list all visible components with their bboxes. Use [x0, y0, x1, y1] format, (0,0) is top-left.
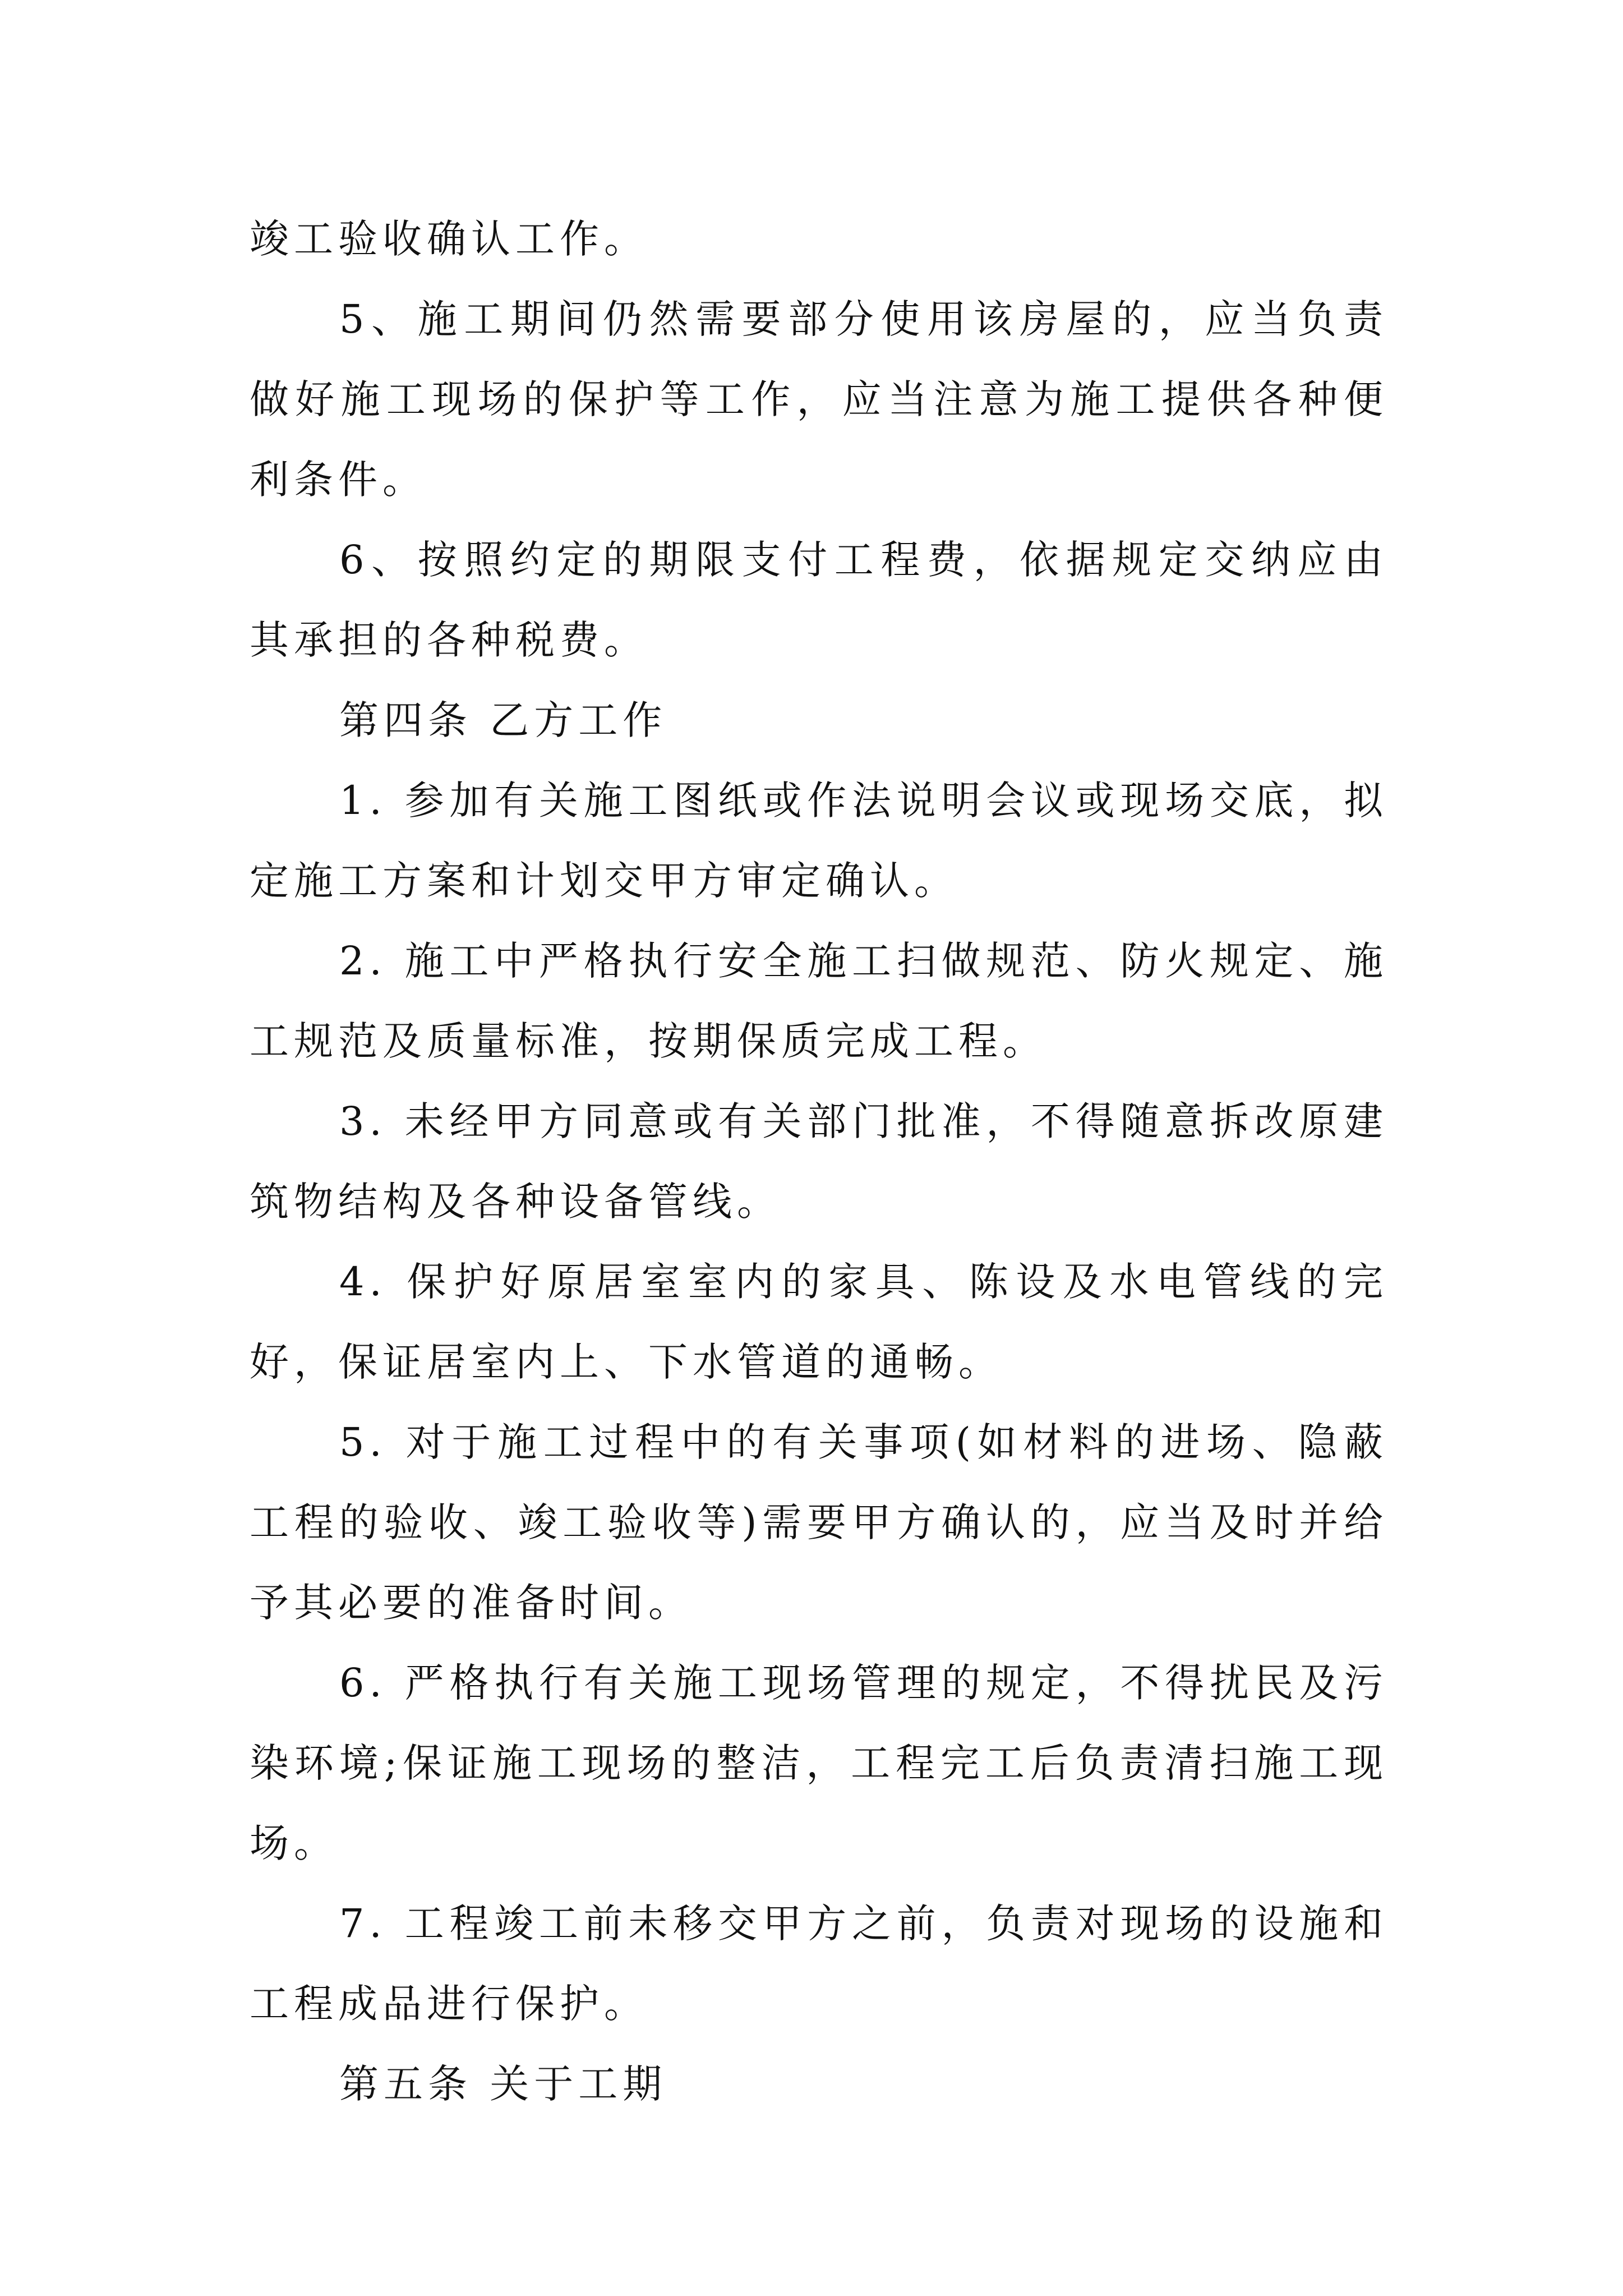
paragraph-party-b-item-7: 7. 工程竣工前未移交甲方之前，负责对现场的设施和工程成品进行保护。: [250, 1901, 1388, 2027]
section-heading-article-5: 第五条 关于工期: [339, 2061, 667, 2107]
paragraph-party-a-item-6: 6、按照约定的期限支付工程费，依据规定交纳应由其承担的各种税费。: [250, 537, 1388, 663]
paragraph-party-b-item-2: 2. 施工中严格执行安全施工扫做规范、防火规定、施工规范及质量标准，按期保质完成工程。: [250, 938, 1388, 1064]
paragraph-party-b-item-5: 5. 对于施工过程中的有关事项(如材料的进场、隐蔽工程的验收、竣工验收等)需要甲方确认的，应当及时并给予其必要的准备时间。: [250, 1419, 1388, 1626]
paragraph-continuation: 竣工验收确认工作。: [250, 216, 648, 262]
paragraph-party-b-item-6: 6. 严格执行有关施工现场管理的规定，不得扰民及污染环境;保证施工现场的整洁，工程完工后负责清扫施工现场。: [250, 1660, 1388, 1866]
section-heading-article-4: 第四条 乙方工作: [339, 697, 667, 743]
paragraph-party-b-item-1: 1. 参加有关施工图纸或作法说明会议或现场交底，拟定施工方案和计划交甲方审定确认。: [250, 777, 1388, 904]
paragraph-party-b-item-3: 3. 未经甲方同意或有关部门批准，不得随意拆改原建筑物结构及各种设备管线。: [250, 1098, 1388, 1225]
paragraph-party-b-item-4: 4. 保护好原居室室内的家具、陈设及水电管线的完好，保证居室内上、下水管道的通畅。: [250, 1259, 1388, 1385]
document-body: [250, 199, 1388, 2124]
paragraph-party-a-item-5: 5、施工期间仍然需要部分使用该房屋的，应当负责做好施工现场的保护等工作，应当注意为施工提供各种便利条件。: [250, 296, 1388, 503]
